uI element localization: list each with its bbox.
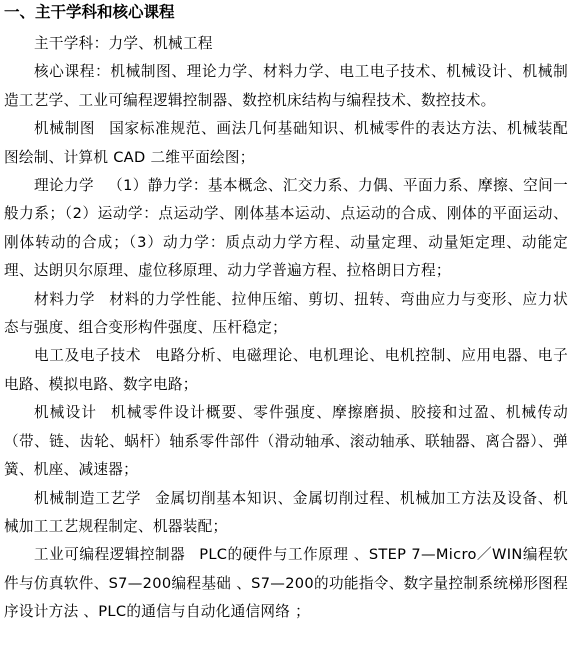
paragraph-lead: 工业可编程逻辑控制器 [34, 546, 186, 564]
paragraph-text: 机械零件设计概要、零件强度、摩擦磨损、胶接和过盈、机械传动（带、链、齿轮、蜗杆）轴系零件部件（滑动轴承、滚动轴承、联轴器、离合器）、弹簧、机座、减速器； [4, 404, 568, 479]
paragraph-mechanical-design [4, 399, 568, 484]
paragraph-lead: 机械设计 [34, 404, 98, 422]
paragraph-lead: 机械制造工艺学 [34, 489, 142, 507]
section-heading: 一、主干学科和核心课程 [4, 3, 175, 21]
paragraph-lead: 主干学科： [34, 35, 109, 52]
paragraph-text: 力学、机械工程 [108, 35, 213, 52]
paragraph-lead: 材料力学 [34, 290, 96, 308]
paragraph-main-disciplines [4, 30, 568, 58]
paragraph-manufacturing-technology [4, 485, 568, 542]
paragraph-core-courses [4, 58, 568, 115]
paragraph-plc [4, 541, 568, 626]
paragraph-text: 国家标准规范、画法几何基础知识、机械零件的表达方法、机械装配图绘制、计算机 CAD 二维平面绘图； [4, 120, 568, 166]
paragraph-text: 电路分析、电磁理论、电机理论、电机控制、应用电器、电子电路、模拟电路、数字电路； [4, 347, 568, 393]
paragraph-text: PLC的硬件与工作原理 、STEP 7—Micro／WIN编程软件与仿真软件、S7—200编程基础 、S7—200的功能指令、数字量控制系统梯形图程序设计方法 、PLC的通信与自动化通信网络 ； [4, 546, 568, 621]
paragraph-text: 金属切削基本知识、金属切削过程、机械加工方法及设备、机械加工工艺规程制定、机器装配； [4, 489, 568, 535]
paragraph-text: 材料的力学性能、拉伸压缩、剪切、扭转、弯曲应力与变形、应力状态与强度、组合变形构件强度、压杆稳定； [4, 290, 568, 337]
paragraph-lead: 理论力学 [34, 177, 95, 195]
paragraph-electrical-electronics [4, 342, 568, 399]
paragraph-lead: 机械制图 [34, 120, 96, 138]
paragraph-text: （1）静力学：基本概念、汇交力系、力偶、平面力系、摩擦、空间一般力系；（2）运动学：点运动学、刚体基本运动、点运动的合成、刚体的平面运动、刚体转动的合成；（3）动力学：质点动力学方程、动量定理、动量矩定理、动能定理、达朗贝尔原理、虚位移原理、动力学普遍方程、拉格朗日方程； [4, 177, 569, 280]
paragraph-text: 机械制图、理论力学、材料力学、电工电子技术、机械设计、机械制造工艺学、工业可编程逻辑控制器、数控机床结构与编程技术、数控技术。 [4, 63, 568, 109]
paragraph-lead: 核心课程： [34, 63, 111, 81]
paragraph-theoretical-mechanics [4, 172, 568, 286]
paragraph-lead: 电工及电子技术 [34, 347, 142, 365]
paragraph-mechanical-drawing [4, 115, 568, 172]
paragraph-material-mechanics [4, 286, 568, 343]
